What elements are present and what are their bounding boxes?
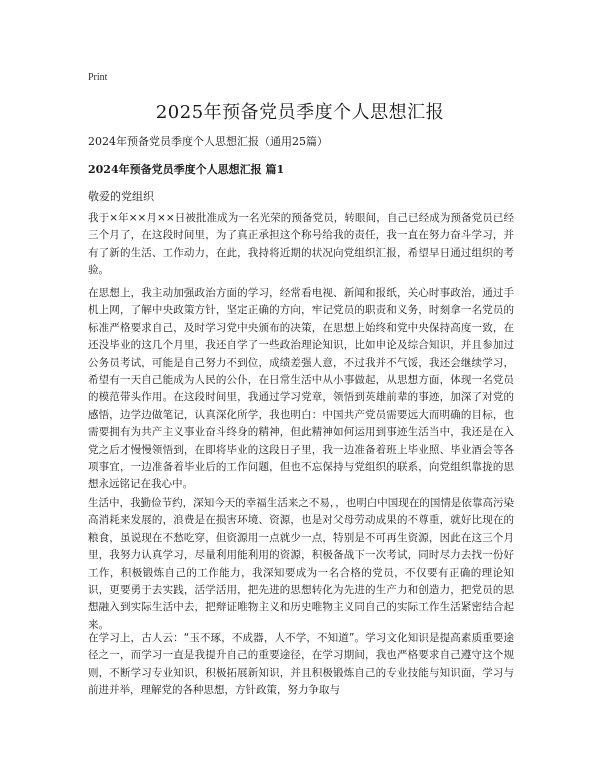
document-title: 2025年预备党员季度个人思想汇报 bbox=[155, 102, 445, 123]
section-heading: 2024年预备党员季度个人思想汇报 篇1 bbox=[88, 163, 285, 176]
body-paragraph: 我于×年××月××日被批准成为一名光荣的预备党员，转眼间，自己已经成为预备党员已经三个月了，在这段时间里，为了真正承担这个称号给我的责任，我一直在努力奋斗学习，并有了新的生活、工作动力，在此，我持将近期的状况向党组织汇报，希望早日通过组织的考验。 bbox=[88, 212, 514, 277]
document-subtitle: 2024年预备党员季度个人思想汇报（通用25篇） bbox=[88, 135, 328, 148]
salutation: 敬爱的党组织 bbox=[88, 190, 154, 203]
body-paragraph: 在思想上，我主动加强政治方面的学习，经常看电视、新闻和报纸，关心时事政治，通过手机上网，了解中央政策方针，坚定正确的方向，牢记党员的职责和义务，时刻拿一名党员的标准严格要求自己，及时学习党中央颁布的决策，在思想上始终和党中央保持高度一致，在还没毕业的这几个月里，我还自学了一些政治理论知识，比如申论及综合知识，并且参加过公务员考试，可能是自己努力不到位，成绩差强人意，不过我并不气馁，我还会继续学习，希望有一天自己能成为人民的公仆，在日常生活中从小事做起，从思想方面，体现一名党员的模范带头作用。在这段时间里，我通过学习党章，领悟到英雄前辈的事迹，加深了对党的感悟，边学边做笔记，认真深化所学，我也明白：中国共产党员需要远大而明确的目标，也需要拥有为共产主义事业奋斗终身的精神，但此精神如何运用到事迹生活当中，我还是在入党之后才慢慢领悟到，在即将毕业的这段日子里，我一边准备着班上毕业照、毕业酒会等各项事宜，一边准备着毕业后的工作问题，但也不忘保持与党组织的联系，向党组织靠拢的思想永远铭记在我心中。 bbox=[88, 287, 514, 491]
body-paragraph: 在学习上，古人云：“玉不琢，不成器，人不学，不知道”。学习文化知识是提高素质重要途径之一，而学习一直是我提升自己的重要途径，在学习期间，我也严格要求自己遵守这个规则，不断学习专业知识，积极拓展新知识，并且积极锻炼自己的专业技能与知识面，学习与前进并举，理解党的各种思想，方针政策，努力争取与 bbox=[88, 632, 514, 697]
print-link[interactable]: Print bbox=[88, 72, 108, 83]
body-paragraph: 生活中，我勤俭节约，深知今天的幸福生活来之不易，，也明白中国现在的国情是依靠高污染高消耗来发展的，浪费是在损害环境、资源，也是对父母劳动成果的不尊重，就好比现在的粮食，虽说现在不愁吃穿，但资源用一点就少一点，特别是不可再生资源，因此在这三个月里，我努力认真学习，尽量利用能利用的资源，积极备战下一次考试，同时尽力去找一份好工作，积极锻炼自己的工作能力，我深知要成为一名合格的党员，不仅要有正确的理论知识，更要勇于去实践，活学活用，把先进的思想转化为先进的生产力和创造力，把党员的思想融入到实际生活中去，把辩证唯物主义和历史唯物主义同自己的实际工作生活紧密结合起来。 bbox=[88, 497, 514, 631]
